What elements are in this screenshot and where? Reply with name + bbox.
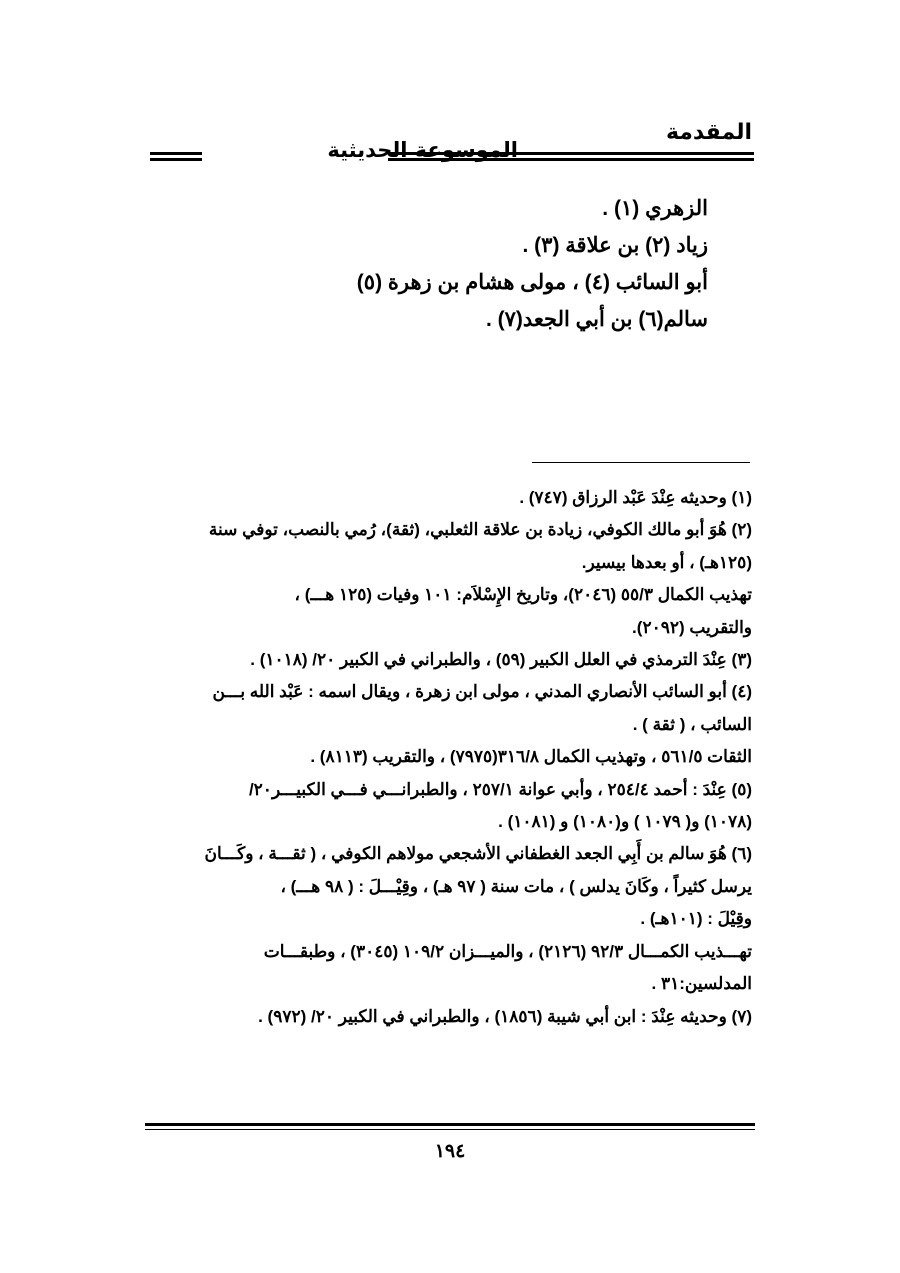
footer-rule-thin xyxy=(145,1129,755,1130)
footnote-6-line: يرسل كثيراً ، وكَانَ يدلس ) ، مات سنة ( ٩٧ هـ) ، وقِيْـــلَ : ( ٩٨ هـــ) ، xyxy=(280,876,752,896)
footnote-3: (٣) عِنْدَ الترمذي في العلل الكبير (٥٩) ، والطبراني في الكبير ٢٠/ (١٠١٨) . xyxy=(250,650,752,670)
footnote-6-ref: تهـــذيب الكمـــال ٩٢/٣ (٢١٢٦) ، والميـــزان ١٠٩/٢ (٣٠٤٥) ، وطبقـــات xyxy=(263,941,752,961)
footnote-4-line: السائب ، ( ثقة ) . xyxy=(632,714,752,734)
body-line: سالم(٦) بن أبي الجعد(٧) . xyxy=(485,308,708,331)
footnote-6-ref: المدلسين:٣١ . xyxy=(651,974,752,994)
footnote-1: (١) وحديثه عِنْدَ عَبْد الرزاق (٧٤٧) . xyxy=(519,488,752,507)
body-line: أبو السائب (٤) ، مولى هشام بن زهرة (٥) xyxy=(356,271,708,294)
section-title: المقدمة xyxy=(665,120,752,145)
footnote-2-ref: والتقريب (٢٠٩٢). xyxy=(632,617,752,637)
footnote-2-line: (١٢٥هـ) ، أو بعدها بيسير. xyxy=(581,552,752,572)
footnote-7: (٧) وحديثه عِنْدَ : ابن أبي شيبة (١٨٥٦) ، والطبراني في الكبير ٢٠/ (٩٧٢) . xyxy=(258,1006,752,1026)
footnote-2-ref: تهذيب الكمال ٥٥/٣ (٢٠٤٦)، وتاريخ الإِسْلاَم: ١٠١ وفيات (١٢٥ هـــ) ، xyxy=(294,585,752,605)
footnote-6-line: (٦) هُوَ سالم بن أَبِي الجعد الغطفاني الأشجعي مولاهم الكوفي ، ( ثقـــة ، وكَـــانَ xyxy=(204,844,752,864)
body-line: زياد (٢) بن علاقة (٣) . xyxy=(522,234,708,257)
header-double-rule-right xyxy=(150,152,202,161)
footnote-5-line: (٥) عِنْدَ : أحمد ٢٥٤/٤ ، وأبي عوانة ٢٥٧/١ ، والطبرانـــي فـــي الكبيـــر٢٠/ xyxy=(248,779,752,799)
footnote-5-line: (١٠٧٨) و( ١٠٧٩ ) و(١٠٨٠) و (١٠٨١) . xyxy=(498,812,752,832)
footnote-4-ref: الثقات ٥٦١/٥ ، وتهذيب الكمال ٣١٦/٨(٧٩٧٥) ، والتقريب (٨١١٣) . xyxy=(310,747,752,767)
body-text xyxy=(148,190,708,338)
footnote-separator xyxy=(532,462,750,463)
footer-rule-thick xyxy=(145,1123,755,1126)
footnote-2-line: (٢) هُوَ أبو مالك الكوفي، زيادة بن علاقة الثعلبي، (ثقة)، رُمي بالنصب، توفي سنة xyxy=(208,520,752,540)
body-line: الزهري (١) . xyxy=(602,197,708,220)
header-double-rule-left xyxy=(388,152,754,161)
footnotes xyxy=(142,482,752,1033)
footnote-6-line: وقِيْلَ : (١٠١هـ) . xyxy=(640,909,752,929)
footnote-4-line: (٤) أبو السائب الأنصاري المدني ، مولى ابن زهرة ، ويقال اسمه : عَبْد الله بـــن xyxy=(212,682,752,702)
page-number: ١٩٤ xyxy=(434,1141,466,1162)
book-title: الموسوعة الحديثية xyxy=(327,138,518,162)
